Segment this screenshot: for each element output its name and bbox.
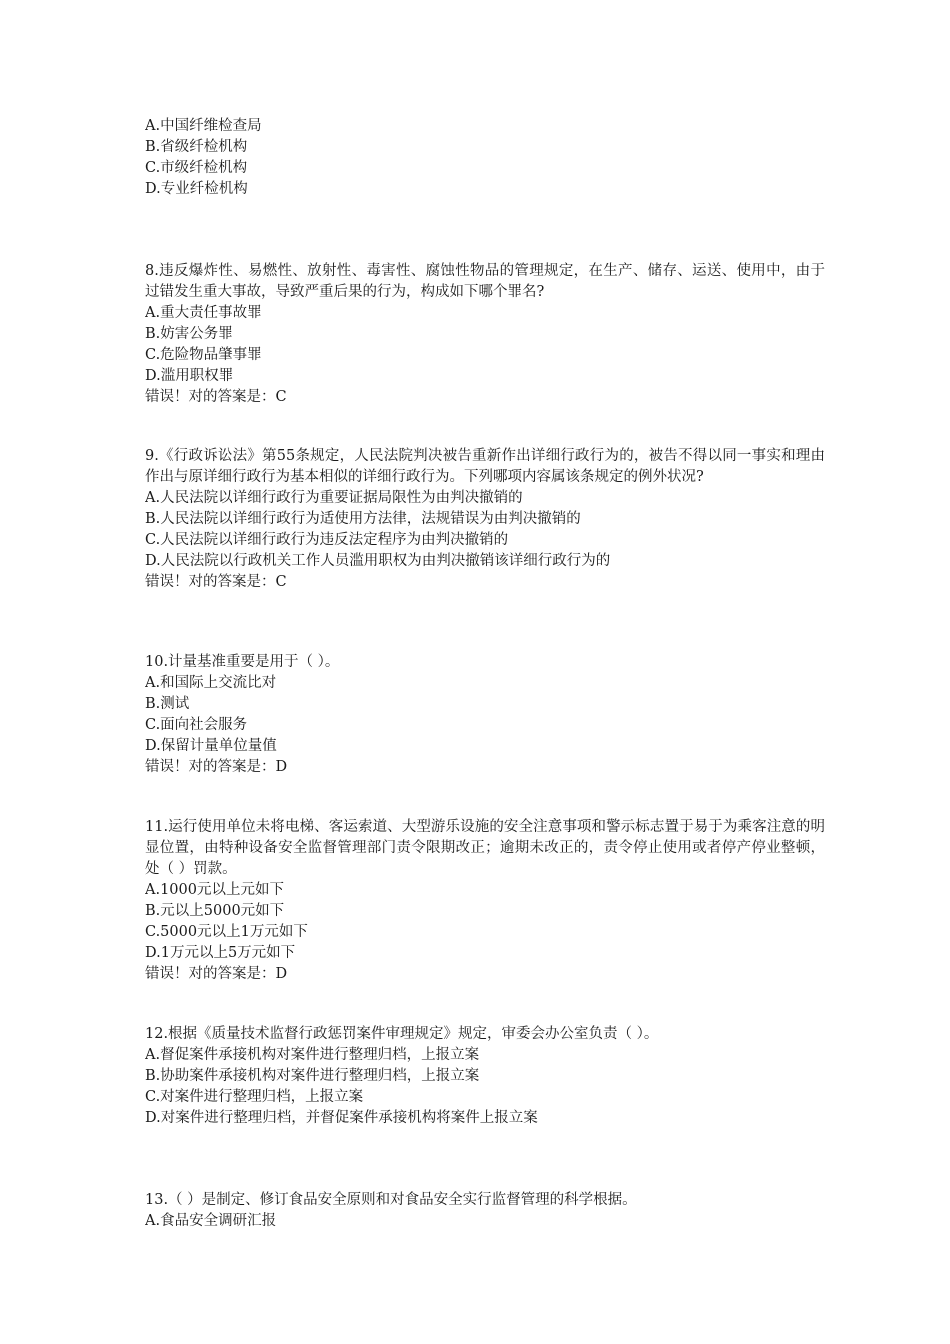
option-c: C.市级纤检机构 xyxy=(145,160,248,176)
option-b: B.元以上5000元如下 xyxy=(145,903,285,919)
option-a: A.人民法院以详细行政行为重要证据局限性为由判决撤销的 xyxy=(145,490,523,506)
option-b: B.人民法院以详细行政行为适使用方法律，法规错误为由判决撤销的 xyxy=(145,511,581,527)
option-c: C.5000元以上1万元如下 xyxy=(145,924,308,940)
option-a: A.重大责任事故罪 xyxy=(145,305,262,321)
question-block-7-options xyxy=(145,116,825,200)
option-b: B.省级纤检机构 xyxy=(145,139,248,155)
question-text: 9.《行政诉讼法》第55条规定，人民法院判决被告重新作出详细行政行为的，被告不得以同一事实和理由作出与原详细行政行为基本相似的详细行政行为。下列哪项内容属该条规定的例外状况? xyxy=(145,448,825,485)
option-d: D.人民法院以行政机关工作人员滥用职权为由判决撤销该详细行政行为的 xyxy=(145,553,611,569)
question-text: 12.根据《质量技术监督行政惩罚案件审理规定》规定，审委会办公室负责（ ）。 xyxy=(145,1026,659,1042)
option-a: A.1000元以上元如下 xyxy=(145,882,284,898)
option-d: D.滥用职权罪 xyxy=(145,368,234,384)
option-a: A.中国纤维检查局 xyxy=(145,118,262,134)
option-d: D.1万元以上5万元如下 xyxy=(145,945,296,961)
option-a: A.和国际上交流比对 xyxy=(145,675,277,691)
option-c: C.面向社会服务 xyxy=(145,717,248,733)
option-c: C.人民法院以详细行政行为违反法定程序为由判决撤销的 xyxy=(145,532,509,548)
option-b: B.测试 xyxy=(145,696,190,712)
option-b: B.妨害公务罪 xyxy=(145,326,233,342)
option-a: A.食品安全调研汇报 xyxy=(145,1213,277,1229)
answer-line: 错误！对的答案是：D xyxy=(145,966,288,982)
option-a: A.督促案件承接机构对案件进行整理归档，上报立案 xyxy=(145,1047,480,1063)
option-d: D.专业纤检机构 xyxy=(145,181,248,197)
answer-line: 错误！对的答案是：C xyxy=(145,574,287,590)
option-d: D.保留计量单位量值 xyxy=(145,738,277,754)
answer-line: 错误！对的答案是：C xyxy=(145,389,287,405)
question-block-13 xyxy=(145,1190,825,1232)
option-b: B.协助案件承接机构对案件进行整理归档，上报立案 xyxy=(145,1068,480,1084)
question-text: 10.计量基准重要是用于（ ）。 xyxy=(145,654,340,670)
question-block-9 xyxy=(145,446,825,593)
option-c: C.对案件进行整理归档，上报立案 xyxy=(145,1089,364,1105)
question-text: 8.违反爆炸性、易燃性、放射性、毒害性、腐蚀性物品的管理规定，在生产、储存、运送、使用中，由于过错发生重大事故，导致严重后果的行为，构成如下哪个罪名? xyxy=(145,263,825,300)
question-block-12 xyxy=(145,1024,825,1129)
answer-line: 错误！对的答案是：D xyxy=(145,759,288,775)
option-d: D.对案件进行整理归档，并督促案件承接机构将案件上报立案 xyxy=(145,1110,538,1126)
question-block-8 xyxy=(145,261,825,408)
option-c: C.危险物品肇事罪 xyxy=(145,347,262,363)
question-text: 13.（ ）是制定、修订食品安全原则和对食品安全实行监督管理的科学根据。 xyxy=(145,1192,637,1208)
question-block-11 xyxy=(145,817,825,985)
question-text: 11.运行使用单位未将电梯、客运索道、大型游乐设施的安全注意事项和警示标志置于易于为乘客注意的明显位置，由特种设备安全监督管理部门责令限期改正；逾期未改正的，责令停止使用或者停产停业整顿，处（ ）罚款。 xyxy=(145,819,825,877)
question-block-10 xyxy=(145,652,825,778)
